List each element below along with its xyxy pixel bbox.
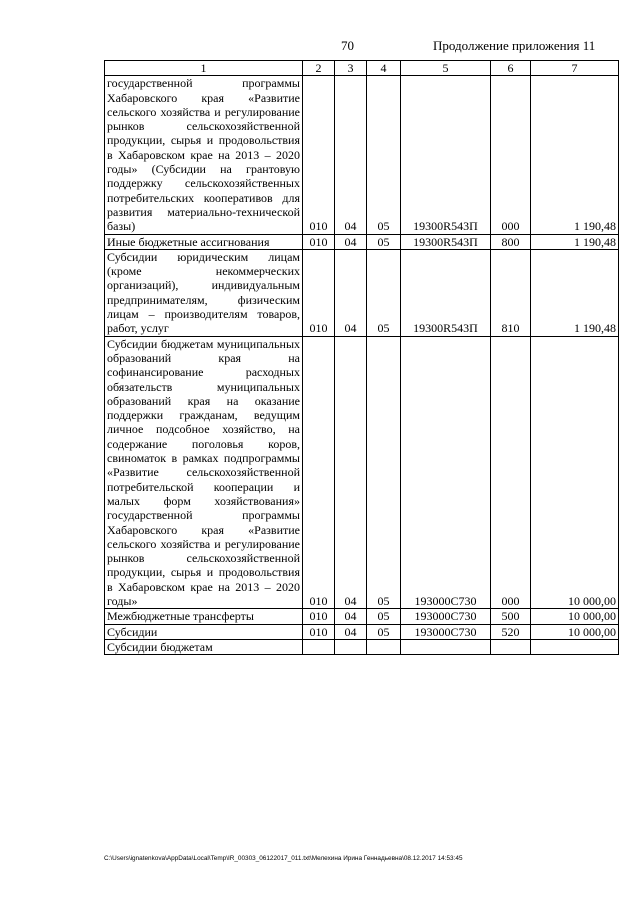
row-name: государственной программы Хабаровского края «Развитие сельского хозяйства и регулирование рынков сельскохозяйственной продукции, сырья и продовольствия в Хабаровском крае на 2013 – 2020 годы» (Субсидии на грантовую поддержку сельскохозяйственных потребительских кооперативов для развития материально-технической базы) xyxy=(105,76,303,234)
row-amount xyxy=(531,639,619,654)
budget-table xyxy=(104,60,619,655)
row-amount: 1 190,48 xyxy=(531,234,619,249)
row-subsection: 05 xyxy=(367,234,401,249)
row-code: 010 xyxy=(303,609,335,624)
row-expense-type: 000 xyxy=(491,76,531,234)
row-target-article xyxy=(401,639,491,654)
row-name: Субсидии бюджетам муниципальных образований края на софинансирование расходных обязательств муниципальных образований края на оказание поддержки гражданам, ведущим личное подсобное хозяйство, на содержание поголовья коров, свиноматок в рамках подпрограммы «Развитие сельскохозяйственной потребительской кооперации и малых форм хозяйствования» государственной программы Хабаровского края «Развитие сельского хозяйства и регулирование рынков сельскохозяйственной продукции, сырья и продовольствия в Хабаровском крае на 2013 – 2020 годы» xyxy=(105,336,303,609)
row-code: 010 xyxy=(303,76,335,234)
row-expense-type: 500 xyxy=(491,609,531,624)
row-target-article: 19300R543П xyxy=(401,76,491,234)
continuation-label: Продолжение приложения 11 xyxy=(433,38,596,53)
row-name: Субсидии xyxy=(105,624,303,639)
row-expense-type xyxy=(491,639,531,654)
row-expense-type: 000 xyxy=(491,336,531,609)
row-target-article: 19300R543П xyxy=(401,249,491,336)
table-row xyxy=(105,639,619,654)
column-header: 3 xyxy=(335,61,367,76)
row-code: 010 xyxy=(303,249,335,336)
row-subsection: 05 xyxy=(367,609,401,624)
row-code: 010 xyxy=(303,336,335,609)
row-code: 010 xyxy=(303,624,335,639)
row-section: 04 xyxy=(335,76,367,234)
row-name: Иные бюджетные ассигнования xyxy=(105,234,303,249)
column-header: 6 xyxy=(491,61,531,76)
page-number: 70 xyxy=(341,38,354,53)
row-section: 04 xyxy=(335,624,367,639)
row-section: 04 xyxy=(335,609,367,624)
column-header: 5 xyxy=(401,61,491,76)
file-path-footer: C:\Users\ignatenkova\AppData\Local\Temp\IR_00303_06122017_011.txt\Мелехина Ирина Геннадьевна\08.12.2017 14:53:45 xyxy=(104,855,463,862)
table-row xyxy=(105,336,619,609)
row-section: 04 xyxy=(335,249,367,336)
row-subsection: 05 xyxy=(367,336,401,609)
row-amount: 10 000,00 xyxy=(531,609,619,624)
table-row xyxy=(105,249,619,336)
row-subsection: 05 xyxy=(367,249,401,336)
row-target-article: 19300R543П xyxy=(401,234,491,249)
row-section: 04 xyxy=(335,234,367,249)
table-row xyxy=(105,234,619,249)
row-name: Субсидии юридическим лицам (кроме некоммерческих организаций), индивидуальным предпринимателям, физическим лицам – производителям товаров, работ, услуг xyxy=(105,249,303,336)
row-subsection: 05 xyxy=(367,76,401,234)
row-amount: 1 190,48 xyxy=(531,76,619,234)
row-target-article: 193000С730 xyxy=(401,624,491,639)
table-row xyxy=(105,76,619,234)
table-header-row xyxy=(105,61,619,76)
row-expense-type: 520 xyxy=(491,624,531,639)
column-header: 2 xyxy=(303,61,335,76)
row-name: Межбюджетные трансферты xyxy=(105,609,303,624)
row-code: 010 xyxy=(303,234,335,249)
row-expense-type: 810 xyxy=(491,249,531,336)
column-header: 1 xyxy=(105,61,303,76)
column-header: 7 xyxy=(531,61,619,76)
row-subsection xyxy=(367,639,401,654)
row-subsection: 05 xyxy=(367,624,401,639)
row-section: 04 xyxy=(335,336,367,609)
row-target-article: 193000С730 xyxy=(401,336,491,609)
table-row xyxy=(105,609,619,624)
row-expense-type: 800 xyxy=(491,234,531,249)
row-name: Субсидии бюджетам xyxy=(105,639,303,654)
column-header: 4 xyxy=(367,61,401,76)
row-amount: 10 000,00 xyxy=(531,624,619,639)
row-code xyxy=(303,639,335,654)
table-row xyxy=(105,624,619,639)
row-section xyxy=(335,639,367,654)
row-amount: 1 190,48 xyxy=(531,249,619,336)
row-amount: 10 000,00 xyxy=(531,336,619,609)
row-target-article: 193000С730 xyxy=(401,609,491,624)
